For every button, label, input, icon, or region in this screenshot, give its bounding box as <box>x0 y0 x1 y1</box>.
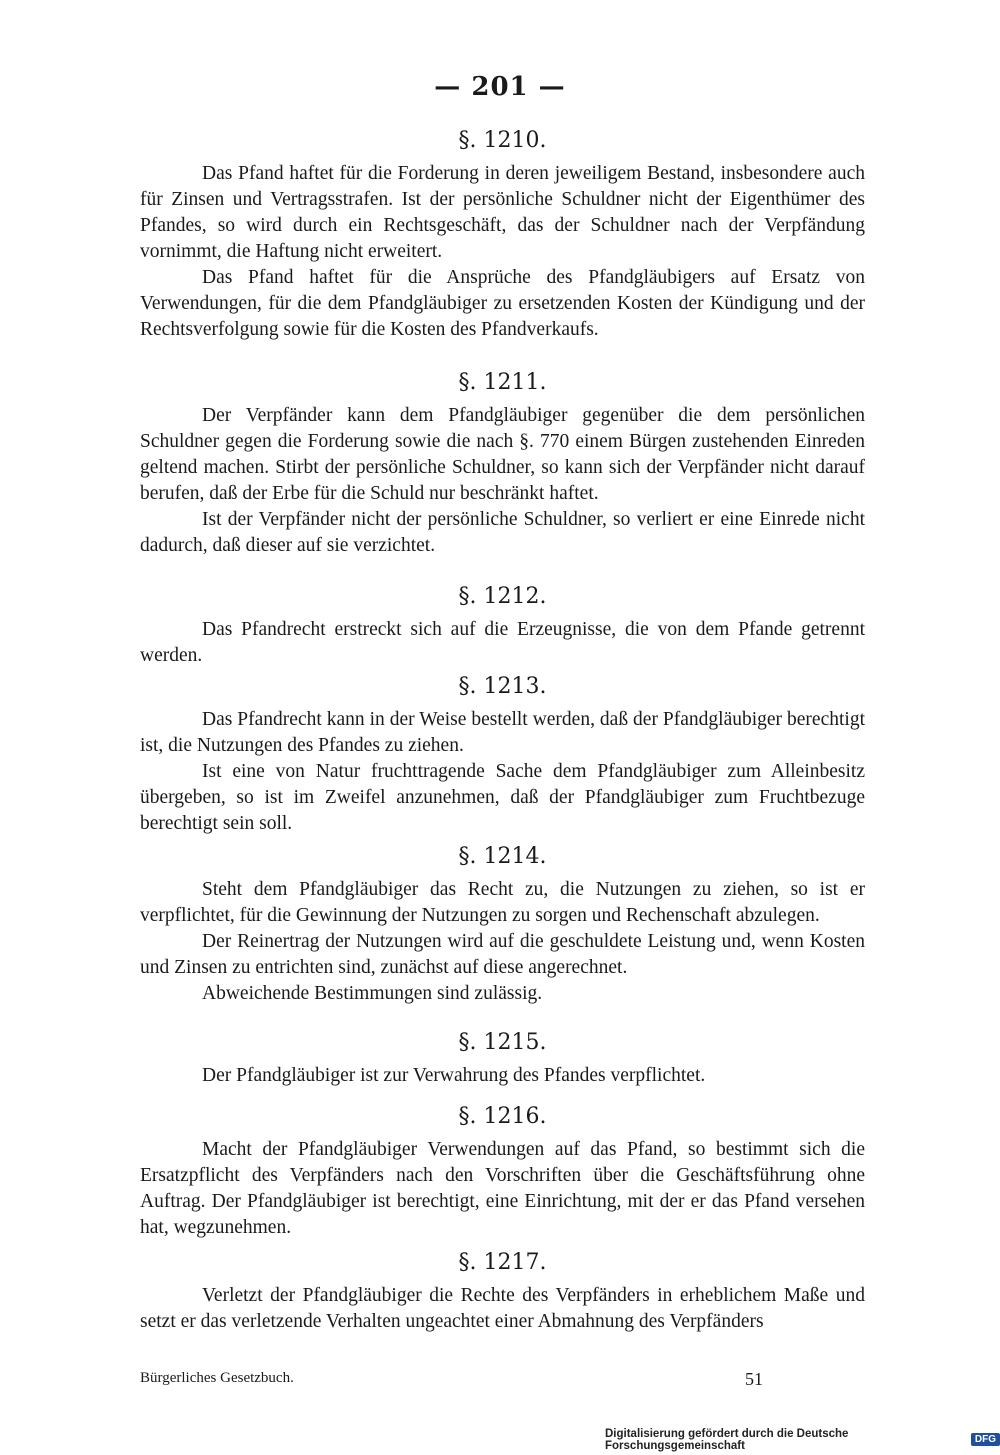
paragraph: Das Pfandrecht erstreckt sich auf die Erzeugnisse, die von dem Pfande getrennt werden. <box>140 619 865 666</box>
section-1213 <box>140 674 865 837</box>
paragraph: Das Pfand haftet für die Ansprüche des Pfandgläubigers auf Ersatz von Verwendungen, für die dem Pfandgläubiger zu ersetzenden Kosten der Kündigung und der Rechtsverfolgung sowie für die Kosten des Pfandverkaufs. <box>140 267 865 340</box>
section-title: §. 1214. <box>458 844 547 869</box>
section-1217 <box>140 1250 865 1335</box>
dfg-attribution <box>605 1427 1000 1452</box>
section-title: §. 1213. <box>458 674 547 699</box>
dfg-logo-icon: DFG <box>971 1433 1000 1446</box>
footer-signature: 51 <box>745 1369 763 1389</box>
paragraph: Der Verpfänder kann dem Pfandgläubiger gegenüber die dem persönlichen Schuldner gegen die Forderung sowie die nach §. 770 einem Bürgen zustehenden Einreden geltend machen. Stirbt der persönliche Schuldner, so kann sich der Verpfänder nicht darauf berufen, daß der Erbe für die Schuld nur beschränkt haftet. <box>140 405 865 504</box>
paragraph: Ist der Verpfänder nicht der persönliche Schuldner, so verliert er eine Einrede nicht dadurch, daß dieser auf sie verzichtet. <box>140 509 865 556</box>
paragraph: Der Pfandgläubiger ist zur Verwahrung des Pfandes verpflichtet. <box>202 1065 706 1086</box>
section-title: §. 1215. <box>458 1030 547 1055</box>
section-1210 <box>140 128 865 343</box>
footer-book-title: Bürgerliches Gesetzbuch. <box>140 1370 294 1386</box>
section-1211 <box>140 370 865 559</box>
section-title: §. 1210. <box>458 128 547 153</box>
section-1215 <box>140 1030 865 1089</box>
section-1212 <box>140 584 865 669</box>
paragraph: Steht dem Pfandgläubiger das Recht zu, die Nutzungen zu ziehen, so ist er verpflichtet, für die Gewinnung der Nutzungen zu sorgen und Rechenschaft abzulegen. <box>140 879 865 926</box>
section-title: §. 1212. <box>458 584 547 609</box>
dfg-attribution-text: Digitalisierung gefördert durch die Deutsche Forschungsgemeinschaft <box>605 1427 849 1452</box>
section-1216 <box>140 1104 865 1241</box>
paragraph: Das Pfandrecht kann in der Weise bestellt werden, daß der Pfandgläubiger berechtigt ist, die Nutzungen des Pfandes zu ziehen. <box>140 709 865 756</box>
paragraph: Verletzt der Pfandgläubiger die Rechte des Verpfänders in erheblichem Maße und setzt er das verletzende Verhalten ungeachtet einer Abmahnung des Verpfänders <box>140 1285 865 1332</box>
section-1214 <box>140 844 865 1007</box>
paragraph: Ist eine von Natur fruchttragende Sache dem Pfandgläubiger zum Alleinbesitz übergeben, so ist im Zweifel anzunehmen, daß der Pfandgläubiger zum Fruchtbezuge berechtigt sein soll. <box>140 761 865 834</box>
paragraph: Der Reinertrag der Nutzungen wird auf die geschuldete Leistung und, wenn Kosten und Zinsen zu entrichten sind, zunächst auf diese angerechnet. <box>140 931 865 978</box>
paragraph: Macht der Pfandgläubiger Verwendungen auf das Pfand, so bestimmt sich die Ersatzpflicht des Verpfänders nach den Vorschriften über die Geschäftsführung ohne Auftrag. Der Pfandgläubiger ist berechtigt, eine Einrichtung, mit der er das Pfand versehen hat, wegzunehmen. <box>140 1139 865 1238</box>
page-number: — 201 — <box>434 72 566 102</box>
section-title: §. 1216. <box>458 1104 547 1129</box>
paragraph: Das Pfand haftet für die Forderung in deren jeweiligem Bestand, insbesondere auch für Zinsen und Vertragsstrafen. Ist der persönliche Schuldner nicht der Eigenthümer des Pfandes, so wird durch ein Rechtsgeschäft, das der Schuldner nach der Verpfändung vornimmt, die Haftung nicht erweitert. <box>140 163 865 262</box>
paragraph: Abweichende Bestimmungen sind zulässig. <box>202 983 543 1004</box>
section-title: §. 1217. <box>458 1250 547 1275</box>
section-title: §. 1211. <box>458 370 547 395</box>
